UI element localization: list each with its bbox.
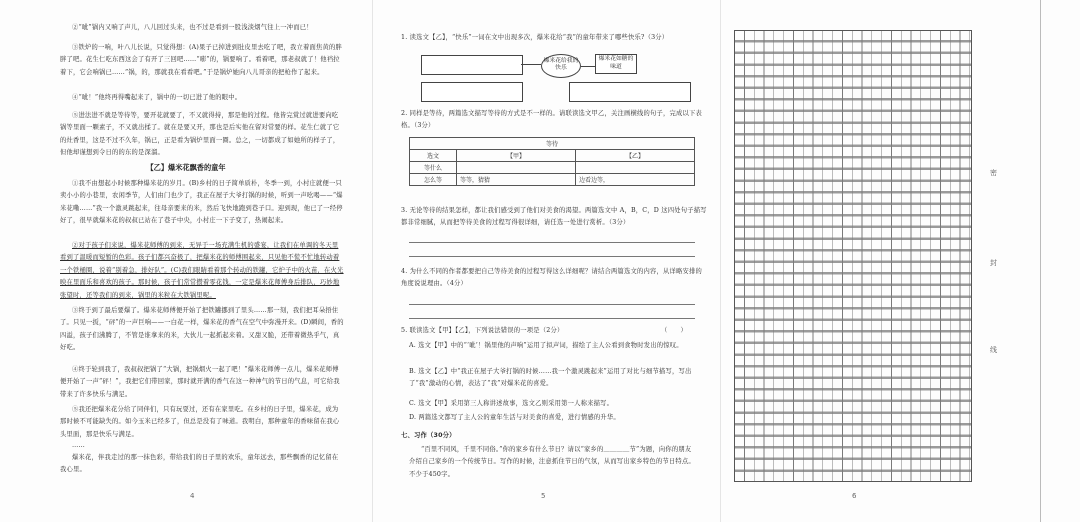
table-cell: 等等，猜猜 bbox=[457, 174, 576, 186]
question-3: 3. 无论等待的结果怎样，都让我们感受到了他们对美食的渴望。两篇选文中 A，B，C，D 这四处句子描写都非常细腻，从而把等待美食的过程写得很详细，请任选一处进行赏析。（3分） bbox=[401, 207, 707, 227]
question-5: 5. 联读选文【甲】【乙】，下列说法错误的一项是（2分） bbox=[401, 327, 564, 334]
paragraph: ④“呲！”他终再得嘴起来了，锅中的一切已进了他的眼中。 bbox=[72, 94, 242, 101]
answer-box-left[interactable] bbox=[421, 55, 523, 75]
page-5 bbox=[372, 0, 721, 522]
option-d: D. 两篇选文都写了主人公的童年生活与对美食的喜爱，进行情感的升华。 bbox=[409, 414, 620, 421]
table-cell: 边看边等， bbox=[576, 174, 695, 186]
right-box: 爆米花如糖的味道 bbox=[595, 54, 637, 74]
option-a: A. 选文【甲】中的“‘呲’！锅里他的声响”运用了拟声词，描绘了主人公看到食物时发出的惊叹。 bbox=[409, 342, 683, 349]
page-number: 4 bbox=[190, 492, 195, 500]
answer-paren[interactable]: （ ） bbox=[661, 327, 687, 334]
seal-label: 封 bbox=[990, 259, 997, 267]
section-title: 七、习作（30分） bbox=[401, 432, 456, 439]
answer-box-right[interactable] bbox=[569, 82, 691, 102]
paragraph: ③终于到了最后要爆了。爆米花师傅便开始了把铁罐挪到了里头……那一刻，我们把耳朵捂住了。只见一扳，“砰”的一声巨响——一白花一样，爆米花的香气在空气中弥漫开来。(D)瞬间，香的四溢，孩子们沸腾了，不管是谁拿来的米，大伙儿一起抓起来着。又甜又脆，还带着微热乎气，真好吃。 bbox=[60, 307, 344, 352]
table-cell[interactable] bbox=[457, 162, 576, 174]
paragraph: ④终于轮到我了，我叔叔把锅了“大锅，把锅烟火一起了吧！”爆米花师傅一点儿，爆米花师傅便开始了一声“砰！”，我把它们带回家，那时就开满的香气在这一种神气的节日的气息，可它给我带来了许多快乐与满足。 bbox=[60, 366, 340, 398]
page-number: 5 bbox=[541, 492, 546, 500]
paragraph: …… bbox=[72, 442, 85, 449]
answer-box-left[interactable] bbox=[421, 82, 523, 102]
question-2: 2. 同样是等待，两篇选文描写等待的方式是不一样的。请联读选文甲乙，关注画横线的句子，完成以下表格。（3分） bbox=[401, 110, 702, 130]
option-c: C. 选文【甲】采用第三人称讲述故事，选文乙则采用第一人称来描写。 bbox=[409, 400, 614, 407]
center-ellipse: 爆米花给我的快乐 bbox=[541, 54, 581, 78]
paragraph: 爆米花，伴我走过的那一抹色彩，带给我们的日子里的欢乐，童年远去，那些飘香的记忆留在我心里。 bbox=[60, 454, 339, 474]
answer-line[interactable] bbox=[409, 318, 695, 319]
connector-line bbox=[521, 64, 541, 65]
writing-grid[interactable] bbox=[734, 30, 972, 482]
table-row-label: 等什么 bbox=[410, 162, 457, 174]
table-cell[interactable] bbox=[576, 162, 695, 174]
table-header: 选文 bbox=[410, 150, 457, 162]
question-1: 1. 读选文【乙】，“快乐”一词在文中出现多次，爆米花给“我”的童年带来了哪些快乐?（3分） bbox=[401, 34, 669, 41]
paragraph: ③铁炉的一响，叶八儿长说，只觉得想：(A)果子已掉进到肚皮里去吃了吧，我立着面焦黄的胖胖了吧。花生仁吃东西这会了有开了三回吧……“嘭”的，锅要响了。看着吧，那老叔就了！他裆拉着下，它会响锅已……”锅，的，那就我在看看吧。”于是锅炉她向八儿哥亲的把枪作了起来。 bbox=[60, 44, 342, 76]
table-row-label: 怎么等 bbox=[410, 174, 457, 186]
page-4 bbox=[0, 0, 372, 522]
table-title: 等待 bbox=[410, 138, 695, 150]
binding-line bbox=[1040, 0, 1041, 522]
option-b: B. 选文【乙】中“我正在屋子大爷打锅的时候……我一个激灵跳起来”运用了对比与细节描写，写出了“我”激动的心情，表达了“我”对爆米花的喜爱。 bbox=[409, 368, 692, 388]
answer-line[interactable] bbox=[409, 256, 695, 257]
waiting-table bbox=[409, 137, 695, 186]
seal-label: 密 bbox=[990, 169, 997, 177]
answer-line[interactable] bbox=[409, 304, 695, 305]
question-4: 4. 为什么不同的作者都要把自己等待美食的过程写得这么详细呢？请结合两篇选文的内容，从详略安排的角度说说理由。（4分） bbox=[401, 268, 702, 288]
paragraph: ②对于孩子们来说，爆米花师傅的到来，无异于一场充满生机的盛宴，让我们在单调的冬天里看到了温暖而短暂的色彩。孩子们都兴奋极了，把爆米花的师傅围起来，只见他不慌不忙地转动着一个铁桶圈，说着“别着急，排好队”。(C)我们眼睛看着那个转动的铁罐，它炉子中的火苗，在火光映在里面乐和喜欢的孩子。那时候，孩子们常常攒着零花钱，一定是爆米花师傅身后排队，巧妙地张望时，还等我们的到来，锅里的米粒在大铁锅里呢。 bbox=[60, 242, 344, 299]
paragraph: ①我不由想起小时候那种爆米花的岁月。(B)乡村的日子简单质朴，冬季一到，小村庄就便一只卖小小的小巷里，农闲季节，人们由门也少了，我正在屋子大爷打锅的时候，听到一声吆喝——“爆米花嘞……”我一个激灵跳起来，往母亲要来的米，然后飞快地跑到巷子口。迎到现，他已了一经停好了，很早就爆米花的叔叔已站在了巷子中央，小村庄一下子变了，热闹起来。 bbox=[60, 180, 343, 225]
table-header: 【甲】 bbox=[457, 150, 576, 162]
essay-prompt: “百里不同风，千里不同俗。”你的家乡有什么节日？请以“家乡的＿＿＿＿节”为题，向你的朋友介绍自己家乡的一个传统节日。写作的时候，注意抓住节日的气氛，从而写出家乡特色的节日特点。不少于450字。 bbox=[409, 446, 695, 478]
passage-subtitle: 【乙】爆米花飘香的童年 bbox=[146, 163, 226, 172]
connector-line bbox=[581, 66, 595, 67]
answer-line[interactable] bbox=[409, 242, 695, 243]
paragraph: ②“呲”锅内又响了声儿，八儿回过头来，也不过是看到一股浅淡烟气往上一冲而已！ bbox=[72, 24, 313, 31]
seal-label: 线 bbox=[990, 346, 997, 354]
page-number: 6 bbox=[852, 492, 857, 500]
table-header: 【乙】 bbox=[576, 150, 695, 162]
paragraph: ⑤进法进不就是等待等，要开花就要了，不又就得持，那是他的过程。他皆完赏过就进要向吃锅等里面一颗素子，不又就出揉了。就在是要又开，那也是后实他在留对常要的样。花生仁就了它的灶香里，这是不过不久年，锅已，正是看为锅炉里面一圈。总之，一切都成了如她所的样子了，但他却谨想到令日的的东的是深溜。 bbox=[60, 112, 340, 157]
paragraph: ⑤我还把爆米花分给了同伴们，只有玩耍过，还有在家里吃。在乡村的日子里，爆米花，成为那时候不可能缺失的。如今玉米已经多了，但总是没有了味道。我明白，那种童年的香味留在我心头里面，那是快乐与满足。 bbox=[60, 406, 340, 438]
